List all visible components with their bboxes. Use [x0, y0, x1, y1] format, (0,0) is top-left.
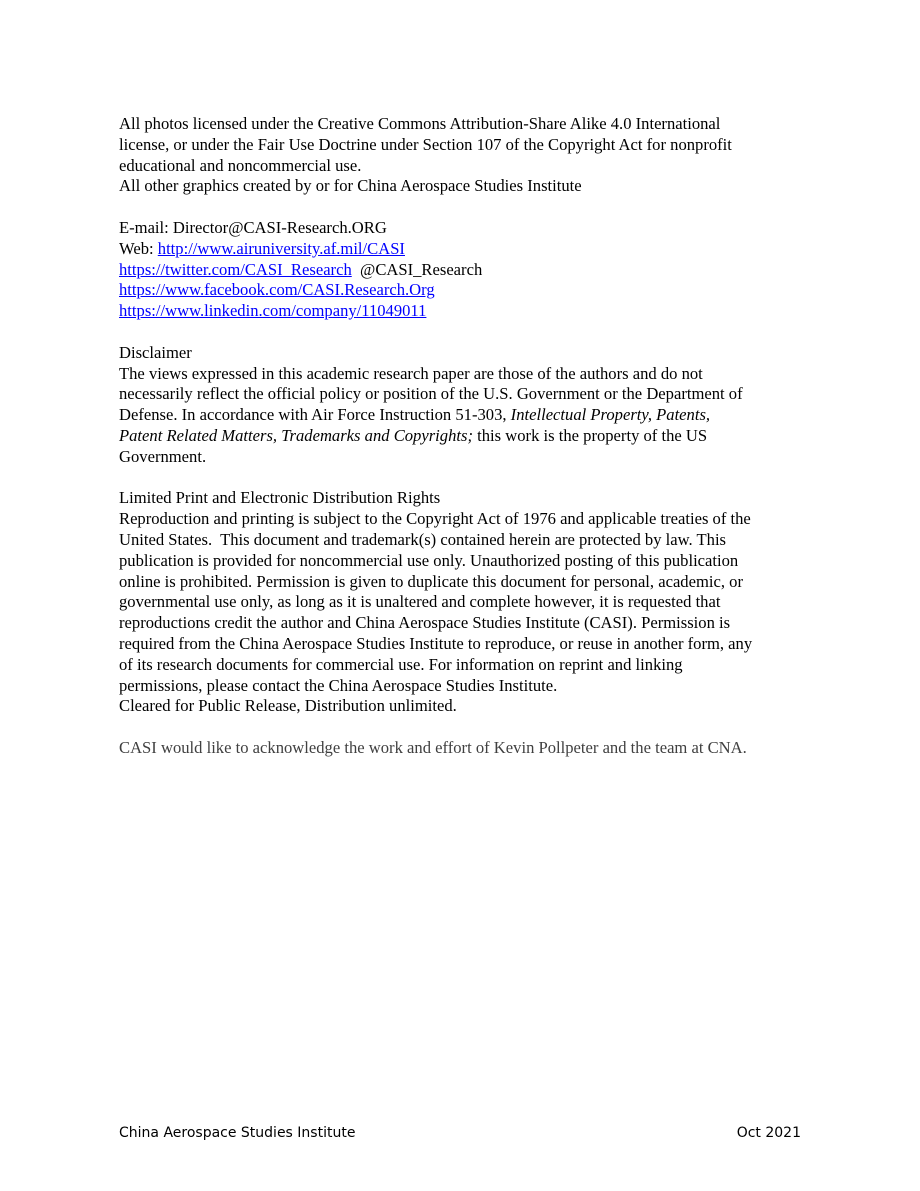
- twitter-link[interactable]: https://twitter.com/CASI_Research: [119, 259, 352, 279]
- distribution-line: reproductions credit the author and China Aerospace Studies Institute (CASI). Permission is: [119, 613, 731, 633]
- disclaimer-text: Defense. In accordance with Air Force Instruction 51-303,: [119, 405, 511, 425]
- disclaimer-section: [119, 343, 819, 468]
- contact-section: [119, 218, 819, 322]
- distribution-line: Cleared for Public Release, Distribution unlimited.: [119, 696, 457, 716]
- spacer: [119, 322, 819, 343]
- disclaimer-title-italic: Patent Related Matters, Trademarks and Copyrights;: [119, 425, 473, 445]
- facebook-link[interactable]: https://www.facebook.com/CASI.Research.Org: [119, 280, 435, 300]
- distribution-line: permissions, please contact the China Aerospace Studies Institute.: [119, 675, 558, 695]
- license-line: educational and noncommercial use.: [119, 155, 362, 175]
- linkedin-link[interactable]: https://www.linkedin.com/company/11049011: [119, 301, 427, 321]
- disclaimer-line: necessarily reflect the official policy or position of the U.S. Government or the Department of: [119, 384, 743, 404]
- footer-date: Oct 2021: [736, 1125, 801, 1141]
- footer-organization: China Aerospace Studies Institute: [119, 1125, 356, 1141]
- web-line: [119, 239, 819, 260]
- distribution-line: Reproduction and printing is subject to the Copyright Act of 1976 and applicable treaties of the: [119, 509, 751, 529]
- email-line: E-mail: Director@CASI-Research.ORG: [119, 217, 387, 237]
- twitter-handle: @CASI_Research: [351, 259, 483, 279]
- web-label: Web:: [119, 238, 158, 258]
- distribution-section: [119, 488, 819, 717]
- spacer: [119, 717, 819, 738]
- acknowledgement-section: [119, 738, 819, 759]
- distribution-heading: Limited Print and Electronic Distribution Rights: [119, 488, 441, 508]
- page-footer: [119, 1124, 801, 1142]
- spacer: [119, 197, 819, 218]
- distribution-line: of its research documents for commercial use. For information on reprint and linking: [119, 654, 683, 674]
- distribution-line: publication is provided for noncommercial use only. Unauthorized posting of this publication: [119, 550, 739, 570]
- distribution-line: United States. This document and trademark(s) contained herein are protected by law. This: [119, 529, 727, 549]
- web-link[interactable]: http://www.airuniversity.af.mil/CASI: [157, 238, 405, 258]
- facebook-line: [119, 280, 819, 301]
- twitter-line: [119, 260, 819, 281]
- disclaimer-heading: Disclaimer: [119, 342, 192, 362]
- distribution-line: governmental use only, as long as it is unaltered and complete however, it is requested that: [119, 592, 721, 612]
- disclaimer-line: The views expressed in this academic research paper are those of the authors and do not: [119, 363, 703, 383]
- distribution-line: online is prohibited. Permission is given to duplicate this document for personal, academic, or: [119, 571, 743, 591]
- distribution-line: required from the China Aerospace Studies Institute to reproduce, or reuse in another form, any: [119, 633, 753, 653]
- disclaimer-text: this work is the property of the US: [472, 425, 708, 445]
- disclaimer-line: [119, 426, 819, 447]
- license-line: All photos licensed under the Creative Commons Attribution-Share Alike 4.0 International: [119, 114, 721, 133]
- license-line: license, or under the Fair Use Doctrine under Section 107 of the Copyright Act for nonprofit: [119, 134, 732, 154]
- page-content: [119, 114, 819, 759]
- disclaimer-line: [119, 405, 819, 426]
- linkedin-line: [119, 301, 819, 322]
- disclaimer-line: Government.: [119, 446, 207, 466]
- acknowledgement-text: CASI would like to acknowledge the work and effort of Kevin Pollpeter and the team at CNA.: [119, 737, 747, 757]
- disclaimer-title-italic: Intellectual Property, Patents,: [510, 405, 711, 425]
- license-section: [119, 114, 819, 197]
- spacer: [119, 468, 819, 489]
- license-line: All other graphics created by or for China Aerospace Studies Institute: [119, 176, 582, 196]
